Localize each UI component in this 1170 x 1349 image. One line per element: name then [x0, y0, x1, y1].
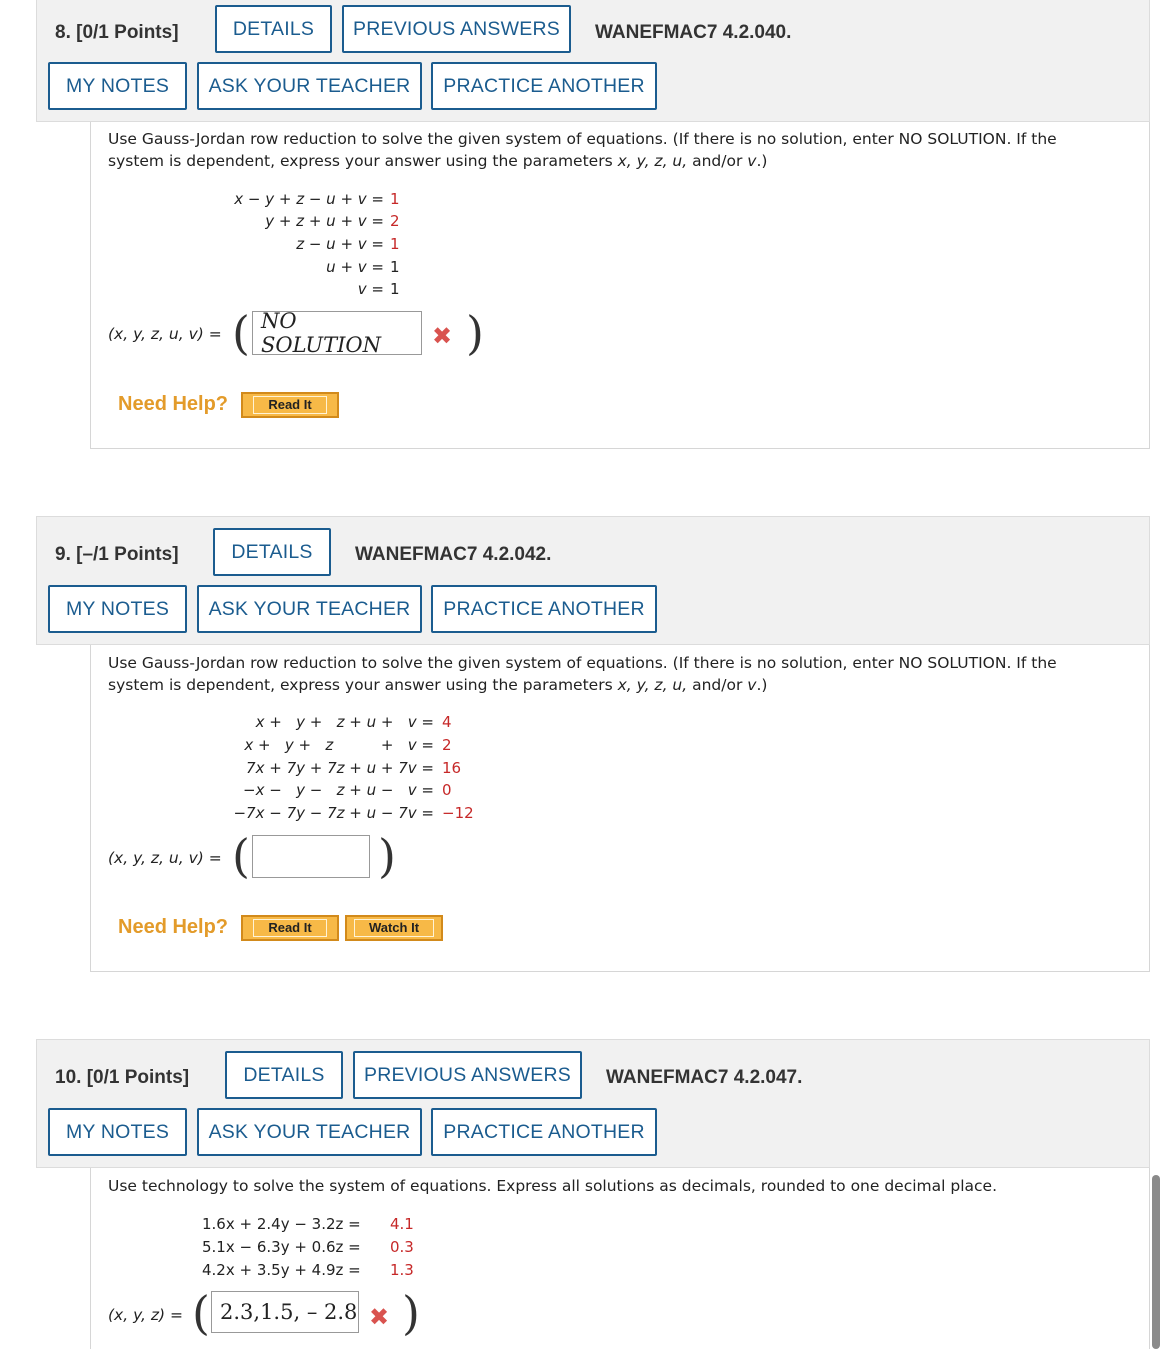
q8-details-button[interactable]: DETAILS — [215, 5, 332, 53]
q8-my-notes-button[interactable]: MY NOTES — [48, 62, 187, 110]
equation-lhs: 1.6x + 2.4y − 3.2z = — [202, 1215, 361, 1233]
q10-prompt: Use technology to solve the system of equations. Express all solutions as decimals, rounded to one decimal place. — [108, 1177, 998, 1195]
q9-need-help: Need Help? — [118, 916, 229, 938]
q10-title: 10. [0/1 Points] — [55, 1067, 190, 1088]
right-paren: ) — [466, 306, 484, 360]
q9-read-it-button[interactable]: Read It — [241, 915, 339, 941]
q10-ask-teacher-button[interactable]: ASK YOUR TEACHER — [197, 1108, 422, 1156]
q9-title: 9. [–/1 Points] — [55, 544, 179, 565]
left-paren: ( — [232, 829, 250, 883]
equation-lhs: x + y + z + v = — [244, 736, 434, 754]
q9-ask-teacher-button[interactable]: ASK YOUR TEACHER — [197, 585, 422, 633]
equation-rhs: 2 — [390, 212, 400, 230]
q8-title: 8. [0/1 Points] — [55, 22, 179, 43]
q9-my-notes-button[interactable]: MY NOTES — [48, 585, 187, 633]
q9-prompt: Use Gauss-Jordan row reduction to solve the given system of equations. (If there is no solution, enter NO SOLUTION. If the system is dependent, express your answer using the parameters x, y, z, u, and/or v.) — [108, 654, 1057, 694]
equation-lhs: u + v = — [326, 258, 384, 276]
equation-lhs: 5.1x − 6.3y + 0.6z = — [202, 1238, 361, 1256]
q9-answer-input[interactable] — [252, 835, 370, 878]
q8-practice-another-button[interactable]: PRACTICE ANOTHER — [431, 62, 657, 110]
q10-code: WANEFMAC7 4.2.047. — [606, 1067, 803, 1088]
q8-prompt: Use Gauss-Jordan row reduction to solve the given system of equations. (If there is no solution, enter NO SOLUTION. If the system is dependent, express your answer using the parameters x, y, z, u, and/or v.) — [108, 130, 1057, 170]
equation-lhs: 7x + 7y + 7z + u + 7v = — [246, 759, 434, 777]
scrollbar-thumb[interactable] — [1152, 1175, 1160, 1349]
x-mark-icon: ✖ — [369, 1303, 390, 1331]
q10-details-button[interactable]: DETAILS — [225, 1051, 343, 1099]
equation-lhs: z − u + v = — [296, 235, 384, 253]
equation-rhs: 1.3 — [390, 1261, 414, 1279]
q8-previous-answers-button[interactable]: PREVIOUS ANSWERS — [342, 5, 571, 53]
q9-watch-it-button[interactable]: Watch It — [345, 915, 443, 941]
q8-ask-teacher-button[interactable]: ASK YOUR TEACHER — [197, 62, 422, 110]
q9-code: WANEFMAC7 4.2.042. — [355, 544, 552, 565]
equation-rhs: 4 — [442, 713, 452, 731]
q10-previous-answers-button[interactable]: PREVIOUS ANSWERS — [353, 1051, 582, 1099]
equation-lhs: −7x − 7y − 7z + u − 7v = — [233, 804, 434, 822]
q8-need-help: Need Help? — [118, 393, 229, 415]
q10-my-notes-button[interactable]: MY NOTES — [48, 1108, 187, 1156]
equation-rhs: −12 — [442, 804, 474, 822]
left-paren: ( — [192, 1286, 210, 1340]
q10-answer-input[interactable]: 2.3,1.5, – 2.8 — [211, 1291, 359, 1333]
equation-lhs: 4.2x + 3.5y + 4.9z = — [202, 1261, 361, 1279]
equation-lhs: −x − y − z + u − v = — [243, 781, 434, 799]
q9-answer-label: (x, y, z, u, v) = — [108, 849, 222, 867]
equation-rhs: 4.1 — [390, 1215, 414, 1233]
equation-rhs: 1 — [390, 258, 400, 276]
equation-lhs: y + z + u + v = — [265, 212, 384, 230]
q9-practice-another-button[interactable]: PRACTICE ANOTHER — [431, 585, 657, 633]
equation-rhs: 2 — [442, 736, 452, 754]
equation-rhs: 0 — [442, 781, 452, 799]
equation-rhs: 1 — [390, 280, 400, 298]
q8-read-it-button[interactable]: Read It — [241, 392, 339, 418]
right-paren: ) — [402, 1286, 420, 1340]
q9-details-button[interactable]: DETAILS — [213, 528, 331, 576]
left-paren: ( — [232, 306, 250, 360]
x-mark-icon: ✖ — [432, 322, 453, 350]
q10-practice-another-button[interactable]: PRACTICE ANOTHER — [431, 1108, 657, 1156]
right-paren: ) — [378, 829, 396, 883]
q10-answer-label: (x, y, z) = — [108, 1306, 183, 1324]
equation-rhs: 0.3 — [390, 1238, 414, 1256]
q8-answer-input[interactable]: NO SOLUTION — [252, 311, 422, 355]
equation-lhs: v = — [357, 280, 384, 298]
q8-answer-label: (x, y, z, u, v) = — [108, 325, 222, 343]
equation-rhs: 1 — [390, 235, 400, 253]
equation-rhs: 1 — [390, 190, 400, 208]
q8-code: WANEFMAC7 4.2.040. — [595, 22, 792, 43]
equation-lhs: x − y + z − u + v = — [234, 190, 384, 208]
equation-lhs: x + y + z + u + v = — [255, 713, 434, 731]
equation-rhs: 16 — [442, 759, 462, 777]
